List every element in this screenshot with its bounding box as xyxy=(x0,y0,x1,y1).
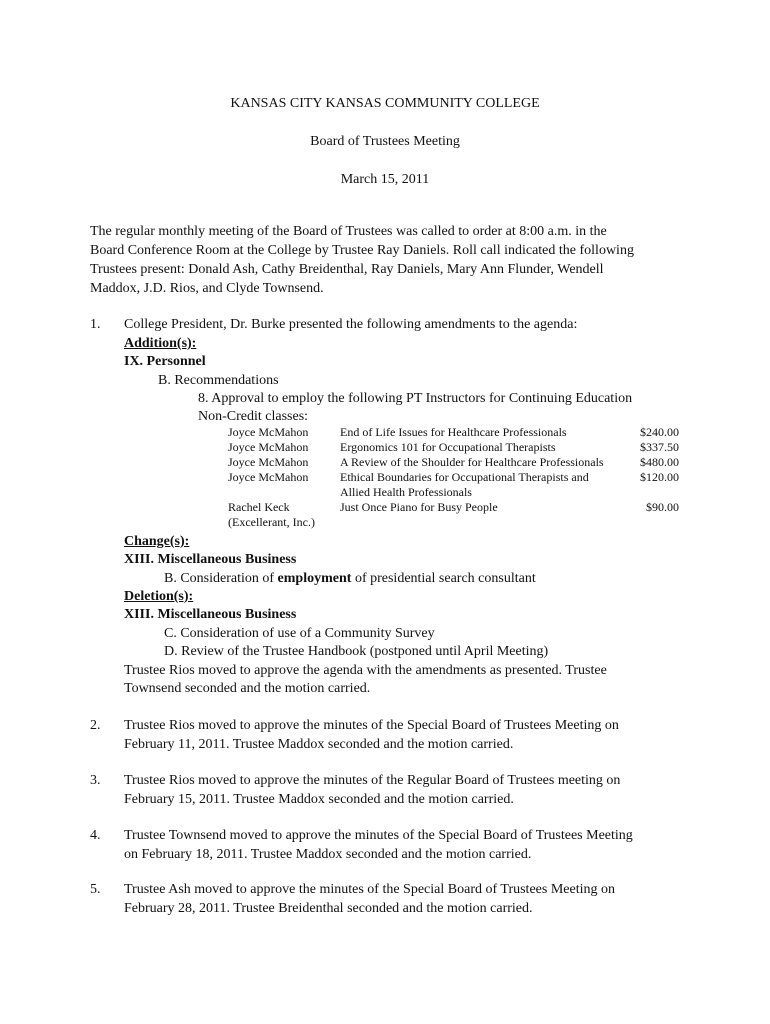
deletions-heading: Deletion(s): xyxy=(124,589,194,604)
change-b-line xyxy=(164,569,536,588)
intro-line-1: The regular monthly meeting of the Board of Trustees was called to order at 8:00 a.m. in the xyxy=(90,224,607,239)
deletion-d-line: D. Review of the Trustee Handbook (postponed until April Meeting) xyxy=(164,644,549,659)
course-amount: $90.00 xyxy=(646,500,679,514)
item-number: 2. xyxy=(90,718,101,733)
change-b-text-post: of presidential search consultant xyxy=(351,571,536,586)
change-b-text-bold: employment xyxy=(277,571,352,586)
course-amount: $480.00 xyxy=(640,455,679,469)
additions-heading: Addition(s): xyxy=(124,336,197,351)
instructor-name: Joyce McMahon xyxy=(228,470,309,484)
item-line-1: Trustee Townsend moved to approve the minutes of the Special Board of Trustees Meeting xyxy=(124,828,633,843)
meeting-title: Board of Trustees Meeting xyxy=(310,134,460,149)
instructor-name: Joyce McMahon xyxy=(228,440,309,454)
section-ix-heading: IX. Personnel xyxy=(124,354,206,369)
intro-line-3: Trustees present: Donald Ash, Cathy Breidenthal, Ray Daniels, Mary Ann Flunder, Wendell xyxy=(90,262,604,277)
item-line-1: Trustee Rios moved to approve the minutes of the Special Board of Trustees Meeting on xyxy=(124,718,619,733)
item-line-1: Trustee Rios moved to approve the minutes of the Regular Board of Trustees meeting on xyxy=(124,773,621,788)
item-number: 3. xyxy=(90,773,101,788)
item-line-2: February 11, 2011. Trustee Maddox seconded and the motion carried. xyxy=(124,737,514,752)
item-line-2: February 15, 2011. Trustee Maddox seconded and the motion carried. xyxy=(124,792,514,807)
item-1-motion-line-1: Trustee Rios moved to approve the agenda with the amendments as presented. Trustee xyxy=(124,663,607,678)
approval-line-2: Non-Credit classes: xyxy=(198,409,309,424)
section-xiii-heading-2: XIII. Miscellaneous Business xyxy=(124,607,297,622)
course-amount: $120.00 xyxy=(640,470,679,484)
course-title: Ethical Boundaries for Occupational Therapists and xyxy=(340,470,589,484)
course-amount: $240.00 xyxy=(640,425,679,439)
section-xiii-heading: XIII. Miscellaneous Business xyxy=(124,552,297,567)
item-number: 4. xyxy=(90,828,101,843)
item-1-motion-line-2: Townsend seconded and the motion carried. xyxy=(124,681,371,696)
course-title: End of Life Issues for Healthcare Professionals xyxy=(340,425,567,439)
item-line-2: February 28, 2011. Trustee Breidenthal seconded and the motion carried. xyxy=(124,901,533,916)
deletion-c-line: C. Consideration of use of a Community Survey xyxy=(164,626,435,641)
changes-heading: Change(s): xyxy=(124,534,190,549)
item-1-number: 1. xyxy=(90,317,101,332)
course-amount: $337.50 xyxy=(640,440,679,454)
course-title-continued: Allied Health Professionals xyxy=(340,485,472,499)
item-line-1: Trustee Ash moved to approve the minutes of the Special Board of Trustees Meeting on xyxy=(124,882,615,897)
recommendations-heading: B. Recommendations xyxy=(158,373,279,388)
intro-line-2: Board Conference Room at the College by Trustee Ray Daniels. Roll call indicated the following xyxy=(90,243,634,258)
course-title: Just Once Piano for Busy People xyxy=(340,500,498,514)
change-b-text-pre: B. Consideration of xyxy=(164,571,278,586)
intro-line-4: Maddox, J.D. Rios, and Clyde Townsend. xyxy=(90,281,324,296)
instructor-name: Joyce McMahon xyxy=(228,425,309,439)
item-number: 5. xyxy=(90,882,101,897)
item-1-text: College President, Dr. Burke presented the following amendments to the agenda: xyxy=(124,317,578,332)
meeting-date: March 15, 2011 xyxy=(340,172,430,187)
instructor-name: Rachel Keck xyxy=(228,500,290,514)
item-line-2: on February 18, 2011. Trustee Maddox seconded and the motion carried. xyxy=(124,847,532,862)
course-title: A Review of the Shoulder for Healthcare Professionals xyxy=(340,455,604,469)
college-name: KANSAS CITY KANSAS COMMUNITY COLLEGE xyxy=(230,96,540,111)
instructor-company: (Excellerant, Inc.) xyxy=(228,515,315,529)
instructor-name: Joyce McMahon xyxy=(228,455,309,469)
course-title: Ergonomics 101 for Occupational Therapists xyxy=(340,440,556,454)
approval-line-1: 8. Approval to employ the following PT Instructors for Continuing Education xyxy=(198,391,633,406)
